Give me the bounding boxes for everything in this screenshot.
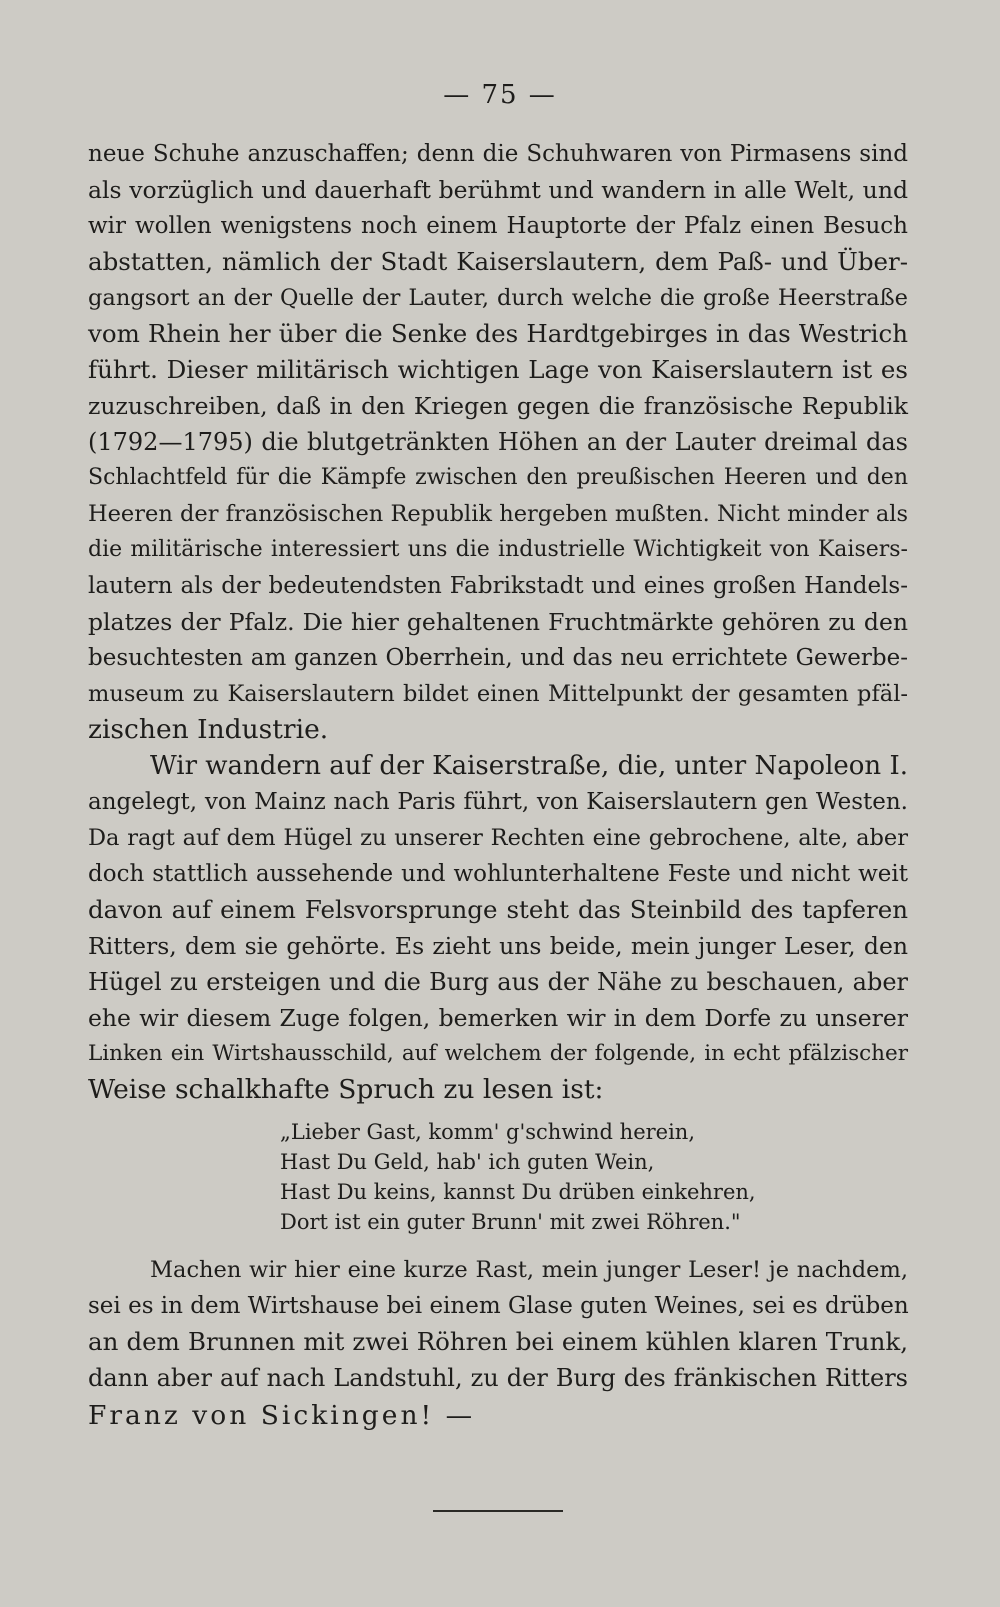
text-line: zuzuschreiben, daß in den Kriegen gegen die französische Republik: [88, 392, 908, 420]
text-line: Wir wandern auf der Kaiserstraße, die, unter Napoleon I.: [150, 751, 908, 781]
text-line: Franz von Sickingen! —: [88, 1400, 476, 1431]
text-line: sei es in dem Wirtshause bei einem Glase guten Weines, sei es drüben: [88, 1293, 909, 1319]
text-line: Linken ein Wirtshausschild, auf welchem der folgende, in echt pfälzischer: [88, 1041, 908, 1066]
verse-line: Hast Du keins, kannst Du drüben einkehren,: [280, 1180, 756, 1204]
text-line: Hügel zu ersteigen und die Burg aus der Nähe zu beschauen, aber: [88, 968, 908, 996]
text-line: als vorzüglich und dauerhaft berühmt und wandern in alle Welt, und: [88, 176, 908, 204]
text-line: die militärische interessiert uns die industrielle Wichtigkeit von Kaisers-: [88, 537, 908, 562]
text-line: gangsort an der Quelle der Lauter, durch welche die große Heerstraße: [88, 285, 908, 311]
text-line: abstatten, nämlich der Stadt Kaiserslautern, dem Paß- und Über-: [88, 247, 908, 276]
text-line: vom Rhein her über die Senke des Hardtgebirges in das Westrich: [88, 319, 908, 348]
page-number: — 75 —: [443, 80, 557, 110]
text-line: dann aber auf nach Landstuhl, zu der Burg des fränkischen Ritters: [88, 1364, 908, 1392]
text-line: besuchtesten am ganzen Oberrhein, und das neu errichtete Gewerbe-: [88, 645, 908, 671]
text-line: doch stattlich aussehende und wohlunterhaltene Feste und nicht weit: [88, 861, 908, 887]
text-line: platzes der Pfalz. Die hier gehaltenen Fruchtmärkte gehören zu den: [88, 608, 908, 636]
text-line: ehe wir diesem Zuge folgen, bemerken wir in dem Dorfe zu unserer: [88, 1004, 908, 1032]
text-line: Machen wir hier eine kurze Rast, mein junger Leser! je nachdem,: [150, 1257, 908, 1283]
text-line: Ritters, dem sie gehörte. Es zieht uns beide, mein junger Leser, den: [88, 932, 908, 960]
text-line: museum zu Kaiserslautern bildet einen Mittelpunkt der gesamten pfäl-: [88, 681, 908, 707]
text-line: neue Schuhe anzuschaffen; denn die Schuhwaren von Pirmasens sind: [88, 141, 908, 167]
text-line: Da ragt auf dem Hügel zu unserer Rechten eine gebrochene, alte, aber: [88, 825, 908, 851]
text-line: Schlachtfeld für die Kämpfe zwischen den preußischen Heeren und den: [88, 465, 908, 490]
verse-line: „Lieber Gast, komm' g'schwind herein,: [280, 1120, 696, 1144]
end-rule: [433, 1510, 563, 1512]
text-line: lautern als der bedeutendsten Fabrikstadt und eines großen Handels-: [88, 573, 908, 599]
text-line: Weise schalkhafte Spruch zu lesen ist:: [88, 1074, 604, 1105]
text-line: wir wollen wenigstens noch einem Hauptorte der Pfalz einen Besuch: [88, 213, 908, 239]
verse-line: Hast Du Geld, hab' ich guten Wein,: [280, 1150, 655, 1174]
text-line: (1792—1795) die blutgetränkten Höhen an der Lauter dreimal das: [88, 428, 908, 456]
text-line: führt. Dieser militärisch wichtigen Lage von Kaiserslautern ist es: [88, 355, 908, 384]
verse-line: Dort ist ein guter Brunn' mit zwei Röhren.": [280, 1210, 741, 1234]
text-line: angelegt, von Mainz nach Paris führt, von Kaiserslautern gen Westen.: [88, 789, 908, 815]
text-line: Heeren der französischen Republik hergeben mußten. Nicht minder als: [88, 501, 908, 527]
text-line: zischen Industrie.: [88, 714, 329, 745]
text-line: davon auf einem Felsvorsprunge steht das Steinbild des tapferen: [88, 895, 908, 924]
text-line: an dem Brunnen mit zwei Röhren bei einem kühlen klaren Trunk,: [88, 1327, 908, 1356]
